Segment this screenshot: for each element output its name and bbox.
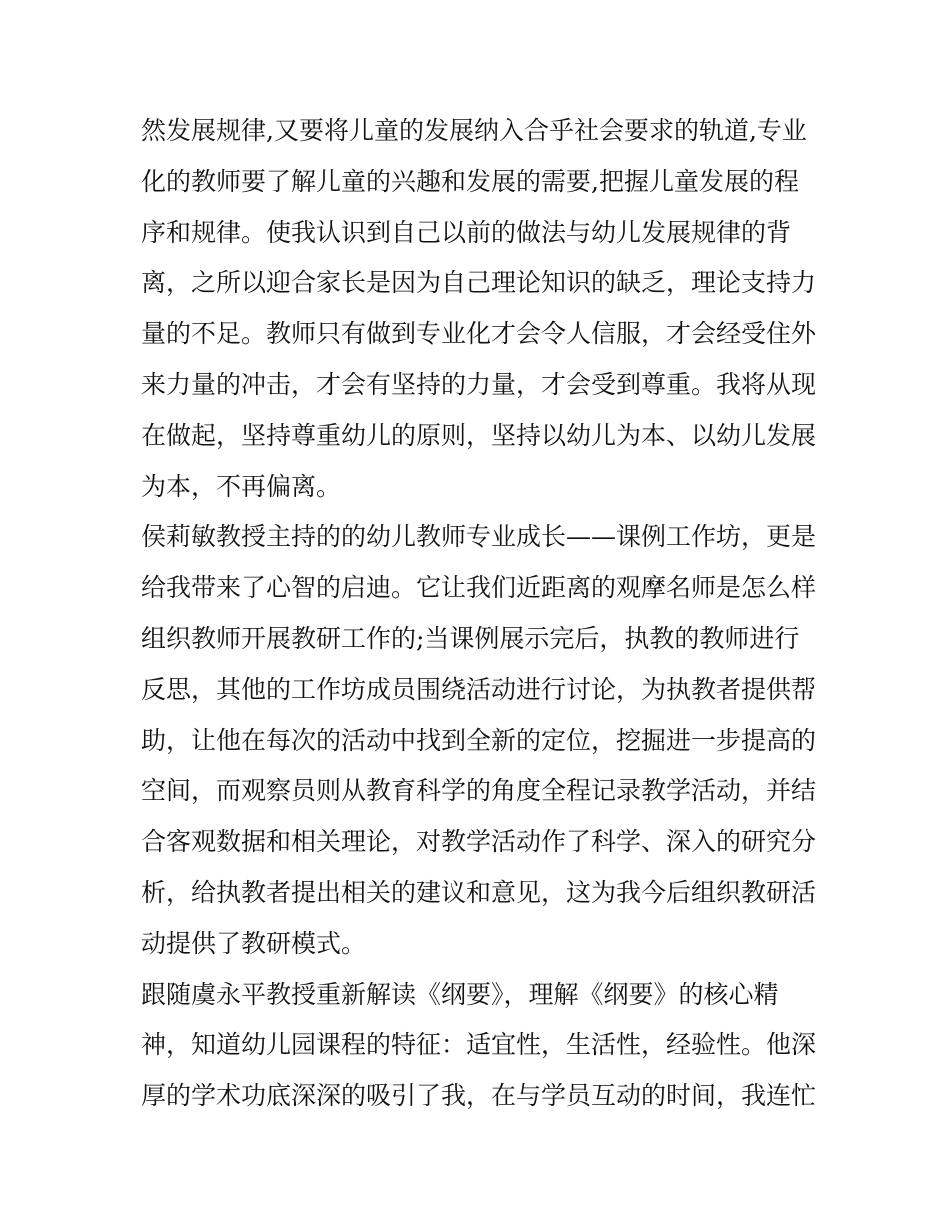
text-line: 化的教师要了解儿童的兴趣和发展的需要,把握儿童发展的程 xyxy=(141,166,799,196)
text-line: 神，知道幼儿园课程的特征：适宜性，生活性，经验性。他深 xyxy=(141,1030,817,1060)
text-line: 助，让他在每次的活动中找到全新的定位，挖掘进一步提高的 xyxy=(141,725,817,755)
text-line: 为本，不再偏离。 xyxy=(141,471,342,501)
text-line: 厚的学术功底深深的吸引了我，在与学员互动的时间，我连忙 xyxy=(141,1081,817,1111)
text-line: 跟随虞永平教授重新解读《纲要》，理解《纲要》的核心精 xyxy=(141,979,779,1009)
text-line: 离，之所以迎合家长是因为自己理论知识的缺乏，理论支持力 xyxy=(141,268,817,298)
text-line: 反思，其他的工作坊成员围绕活动进行讨论，为执教者提供帮 xyxy=(141,674,817,704)
text-line: 侯莉敏教授主持的的幼儿教师专业成长——课例工作坊，更是 xyxy=(141,522,817,552)
text-line: 在做起，坚持尊重幼儿的原则，坚持以幼儿为本、以幼儿发展 xyxy=(141,420,817,450)
text-line: 然发展规律,又要将儿童的发展纳入合乎社会要求的轨道,专业 xyxy=(141,116,807,145)
text-line: 动提供了教研模式。 xyxy=(141,928,367,958)
text-line: 量的不足。教师只有做到专业化才会令人信服，才会经受住外 xyxy=(141,319,817,349)
text-line: 来力量的冲击，才会有坚持的力量，才会受到尊重。我将从现 xyxy=(141,369,817,399)
text-line: 空间，而观察员则从教育科学的角度全程记录教学活动，并结 xyxy=(141,776,817,806)
document-body xyxy=(141,106,821,1122)
text-line: 合客观数据和相关理论，对教学活动作了科学、深入的研究分 xyxy=(141,827,817,857)
text-line: 给我带来了心智的启迪。它让我们近距离的观摩名师是怎么样 xyxy=(141,573,817,603)
text-line: 析，给执教者提出相关的建议和意见，这为我今后组织教研活 xyxy=(141,877,817,907)
text-line: 组织教师开展教研工作的;当课例展示完后，执教的教师进行 xyxy=(141,623,800,653)
text-line: 序和规律。使我认识到自己以前的做法与幼儿发展规律的背 xyxy=(141,217,792,247)
